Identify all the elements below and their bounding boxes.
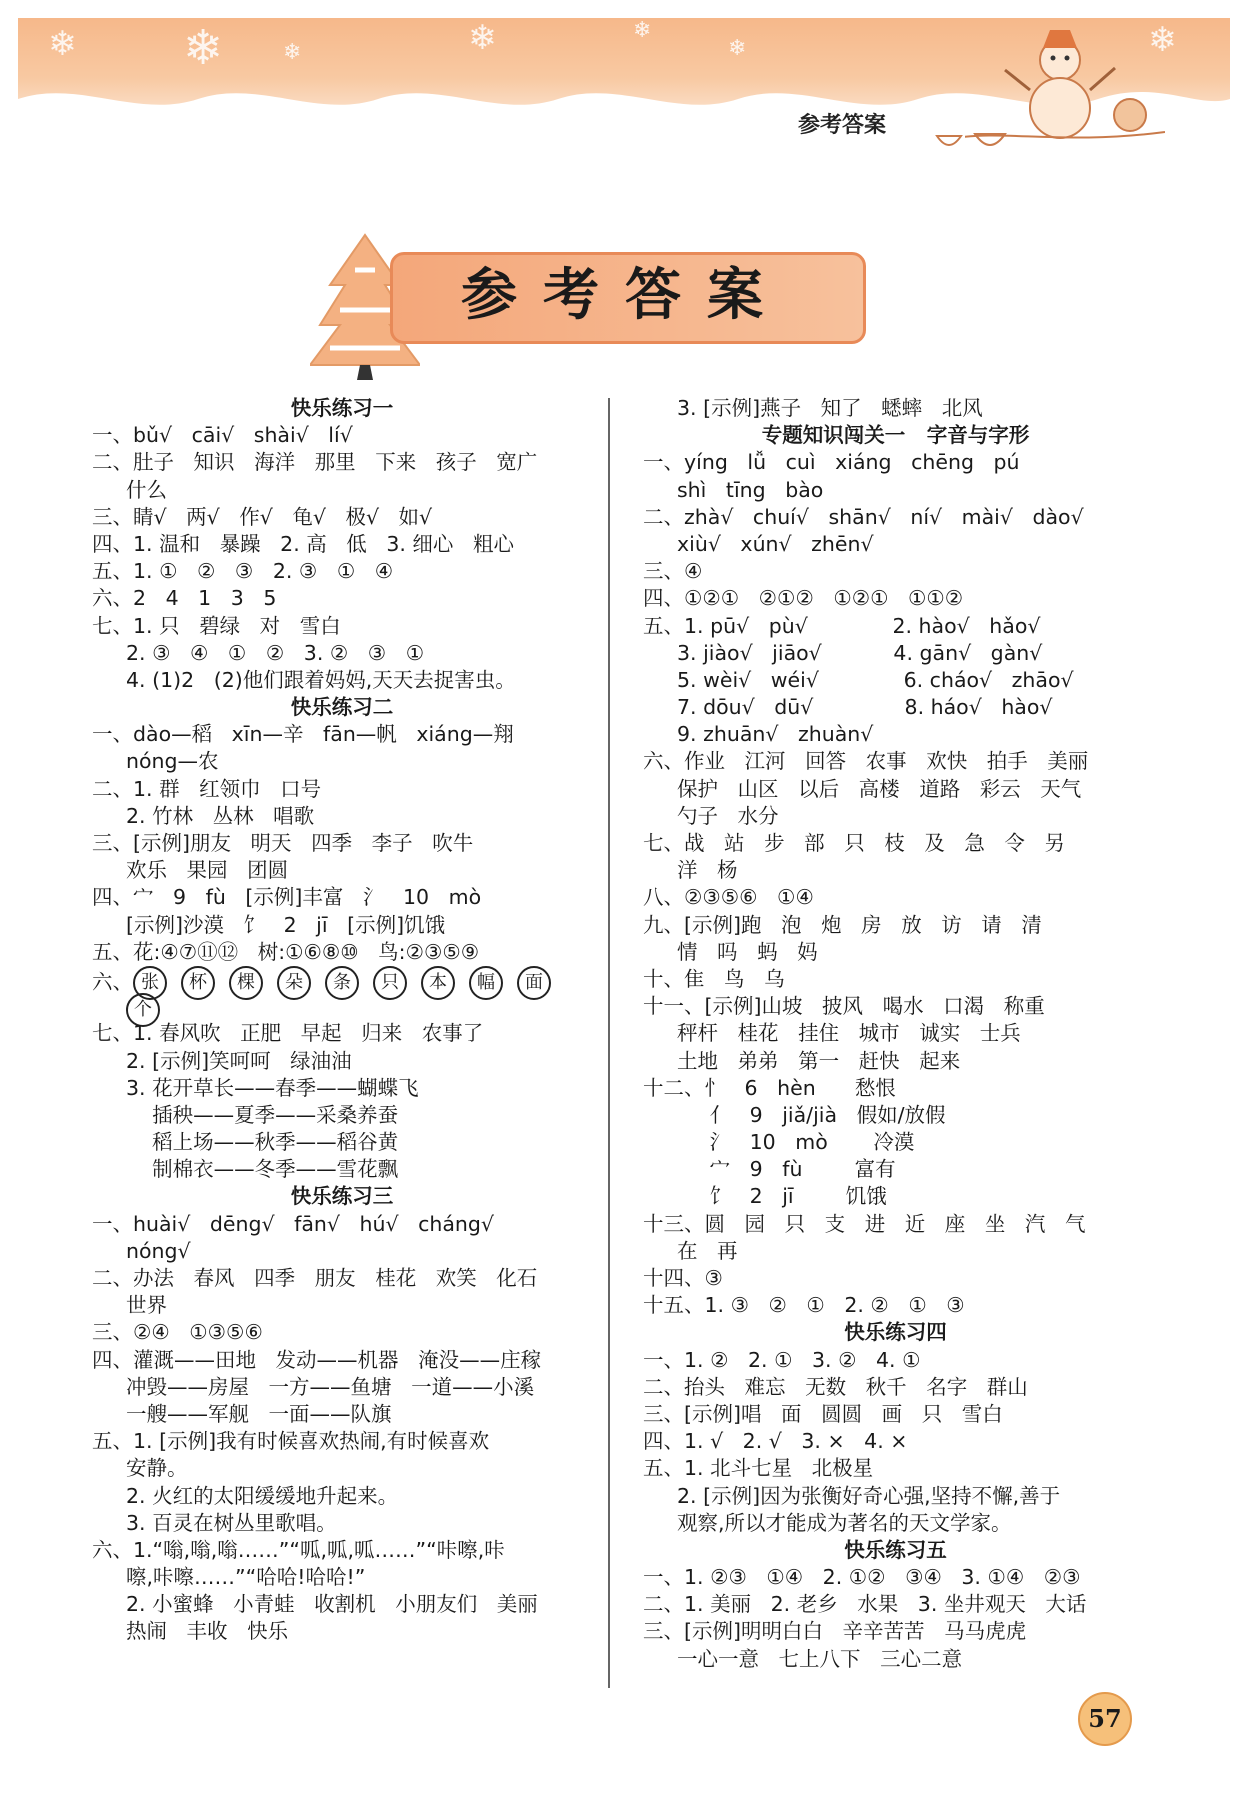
answer-line <box>92 1347 592 1374</box>
answer-line <box>643 1156 1148 1183</box>
answer-line <box>92 1455 592 1482</box>
answer-text: 七、1. 春风吹 正肥 早起 归来 农事了 <box>92 1021 484 1046</box>
section-heading <box>643 1319 1148 1346</box>
answer-line <box>643 1238 1148 1265</box>
circled-character: 棵 <box>229 966 263 1000</box>
circled-character: 条 <box>325 966 359 1000</box>
section-heading <box>92 694 592 721</box>
answer-line <box>92 1156 592 1183</box>
answer-line <box>92 477 592 504</box>
answer-line <box>92 422 592 449</box>
answer-text: shì tīng bào <box>677 477 824 502</box>
answer-line <box>643 1510 1148 1537</box>
answer-text: 一、dào—稻 xīn—辛 fān—帆 xiáng—翔 <box>92 722 514 747</box>
answer-line <box>643 449 1148 476</box>
section-heading <box>92 1183 592 1210</box>
answer-line <box>92 1020 592 1047</box>
answer-text: 四、宀 9 fù [示例]丰富 氵 10 mò <box>92 885 482 910</box>
section-heading <box>643 422 1148 449</box>
answer-text: 十一、[示例]山坡 披风 喝水 口渴 称重 <box>643 994 1045 1019</box>
title-banner <box>310 230 870 360</box>
answer-line <box>92 857 592 884</box>
answer-line <box>643 803 1148 830</box>
answer-line <box>92 667 592 694</box>
answer-line <box>643 1564 1148 1591</box>
answer-text: 十五、1. ③ ② ① 2. ② ① ③ <box>643 1293 965 1318</box>
answer-text: 一艘——军舰 一面——队旗 <box>126 1401 392 1426</box>
answer-text: 安静。 <box>126 1456 188 1481</box>
answer-text: 7. dōu√ dū√ 8. háo√ hào√ <box>677 695 1053 720</box>
answer-text: 勺子 水分 <box>677 803 779 828</box>
answer-line <box>643 776 1148 803</box>
answer-line <box>92 1048 592 1075</box>
answer-line <box>643 912 1148 939</box>
bowls-icon <box>935 128 1015 158</box>
answer-line <box>92 613 592 640</box>
answer-text: 五、1. [示例]我有时候喜欢热闹,有时候喜欢 <box>92 1429 490 1454</box>
answer-text: 什么 <box>126 477 167 502</box>
answer-text: 一、1. ②③ ①④ 2. ①② ③④ 3. ①④ ②③ <box>643 1565 1081 1590</box>
answer-line <box>92 1618 592 1645</box>
answer-text: 快乐练习二 <box>290 695 394 720</box>
answer-text: 三、睛√ 两√ 作√ 龟√ 极√ 如√ <box>92 504 433 529</box>
answer-line <box>643 1211 1148 1238</box>
answer-line <box>643 857 1148 884</box>
answer-text: 插秧——夏季——采桑养蚕 <box>126 1102 399 1127</box>
answer-text: xiù√ xún√ zhēn√ <box>677 531 874 556</box>
answer-line <box>92 1075 592 1102</box>
answer-line <box>643 640 1148 667</box>
answer-text: 六、1.“嗡,嗡,嗡……”“呱,呱,呱……”“咔嚓,咔 <box>92 1537 505 1562</box>
answer-line <box>643 1292 1148 1319</box>
answer-line <box>643 1374 1148 1401</box>
answer-text: 六、作业 江河 回答 农事 欢快 拍手 美丽 <box>643 749 1089 774</box>
answer-text: 五、花:④⑦⑪⑫ 树:①⑥⑧⑩ 鸟:②③⑤⑨ <box>92 939 480 964</box>
answer-line <box>643 558 1148 585</box>
answer-text: 2. ③ ④ ① ② 3. ② ③ ① <box>126 640 425 665</box>
answer-line <box>643 1265 1148 1292</box>
answer-text: 一、bǔ√ cāi√ shài√ lí√ <box>92 423 353 448</box>
page-title: 参考答案 <box>461 262 789 328</box>
answer-line <box>92 640 592 667</box>
answer-line <box>643 748 1148 775</box>
answer-line <box>92 1129 592 1156</box>
answer-text: 二、办法 春风 四季 朋友 桂花 欢笑 化石 <box>92 1266 538 1290</box>
answer-text: 2. [示例]笑呵呵 绿油油 <box>126 1048 352 1073</box>
answer-line <box>643 1646 1148 1673</box>
answer-line <box>643 1618 1148 1645</box>
answer-text: 五、1. pū√ pù√ 2. hào√ hǎo√ <box>643 613 1041 638</box>
answer-line <box>643 1483 1148 1510</box>
answer-line <box>92 1537 592 1564</box>
answer-text: 情 吗 蚂 妈 <box>677 939 818 964</box>
answer-text: 一、yíng lǚ cuì xiáng chēng pú <box>643 450 1020 475</box>
answer-text: 四、1. √ 2. √ 3. × 4. × <box>643 1429 908 1454</box>
answer-line <box>92 1319 592 1346</box>
answer-text: 一心一意 七上八下 三心二意 <box>677 1646 963 1671</box>
answer-text: 快乐练习一 <box>290 396 394 420</box>
answer-text: 三、[示例]明明白白 辛辛苦苦 马马虎虎 <box>643 1619 1027 1644</box>
snowflake-icon: ❄ <box>1148 20 1177 60</box>
answer-text: 5. wèi√ wéi√ 6. cháo√ zhāo√ <box>677 667 1074 692</box>
answer-line <box>92 1483 592 1510</box>
answer-line <box>643 1428 1148 1455</box>
answer-text: 洋 杨 <box>677 858 738 883</box>
answer-line <box>92 1211 592 1238</box>
answer-text: 制棉衣——冬季——雪花飘 <box>126 1157 399 1182</box>
answer-line <box>92 884 592 911</box>
answer-line <box>643 504 1148 531</box>
answer-text: 十四、③ <box>643 1266 723 1290</box>
answer-line <box>643 993 1148 1020</box>
answer-text: 快乐练习五 <box>844 1537 947 1562</box>
answer-text: nóng—农 <box>126 749 219 774</box>
answer-text: 观察,所以才能成为著名的天文学家。 <box>677 1510 1012 1535</box>
answer-text: 三、④ <box>643 559 703 584</box>
answer-line <box>643 1048 1148 1075</box>
answer-line <box>92 939 592 966</box>
answer-text: 氵 10 mò 冷漠 <box>677 1130 915 1155</box>
answer-text: 3. jiào√ jiāo√ 4. gān√ gàn√ <box>677 640 1043 665</box>
answer-line <box>643 966 1148 993</box>
answer-line <box>643 477 1148 504</box>
answer-text: 4. (1)2 (2)他们跟着妈妈,天天去捉害虫。 <box>126 667 516 692</box>
snowflake-icon: ❄ <box>728 36 747 61</box>
answer-text: 保护 山区 以后 高楼 道路 彩云 天气 <box>677 776 1082 801</box>
answer-text: 四、灌溉——田地 发动——机器 淹没——庄稼 <box>92 1347 542 1372</box>
left-column <box>92 395 592 1646</box>
answer-line <box>92 830 592 857</box>
answer-text: 六、 <box>92 969 133 994</box>
answer-text: 宀 9 fù 富有 <box>677 1157 896 1182</box>
answer-line <box>643 667 1148 694</box>
answer-line <box>92 585 592 612</box>
answer-text: 七、战 站 步 部 只 枝 及 急 令 另 <box>643 831 1065 855</box>
answer-text: 二、1. 群 红领巾 口号 <box>92 776 322 801</box>
answer-line <box>92 504 592 531</box>
answer-text: 二、抬头 难忘 无数 秋千 名字 群山 <box>643 1374 1028 1399</box>
answer-text: 2. 小蜜蜂 小青蛙 收割机 小朋友们 美丽 <box>126 1592 538 1617</box>
answer-text: 欢乐 果园 团圆 <box>126 858 289 883</box>
circled-character: 幅 <box>469 966 503 1000</box>
answer-text: 土地 弟弟 第一 赶快 起来 <box>677 1048 961 1073</box>
answer-line <box>92 1428 592 1455</box>
answer-text: 八、②③⑤⑥ ①④ <box>643 885 814 910</box>
answer-line <box>643 1075 1148 1102</box>
answer-line <box>643 613 1148 640</box>
answer-text: 二、zhà√ chuí√ shān√ ní√ mài√ dào√ <box>643 504 1084 529</box>
snowflake-icon: ❄ <box>633 18 652 43</box>
answer-line <box>643 531 1148 558</box>
answer-text: 四、①②① ②①② ①②① ①①② <box>643 586 964 611</box>
answer-text: 3. [示例]燕子 知了 蟋蟀 北风 <box>677 396 983 420</box>
answer-line <box>92 776 592 803</box>
answer-line <box>643 1455 1148 1482</box>
answer-line <box>92 531 592 558</box>
answer-text: 一、1. ② 2. ① 3. ② 4. ① <box>643 1347 921 1372</box>
answer-text: [示例]沙漠 饣 2 jī [示例]饥饿 <box>126 912 446 937</box>
answer-line <box>92 1374 592 1401</box>
answer-text: 2. 竹林 丛林 唱歌 <box>126 803 315 828</box>
answer-line <box>92 748 592 775</box>
answer-text: 稻上场——秋季——稻谷黄 <box>126 1130 399 1155</box>
answer-text: 3. 百灵在树丛里歌唱。 <box>126 1510 337 1535</box>
answer-line <box>643 1183 1148 1210</box>
answer-line <box>92 558 592 585</box>
header-label: 参考答案 <box>798 113 887 138</box>
answer-line <box>643 585 1148 612</box>
answer-text: 冲毁——房屋 一方——鱼塘 一道——小溪 <box>126 1374 535 1399</box>
answer-line <box>643 1129 1148 1156</box>
circled-character: 张 <box>133 966 167 1000</box>
snowflake-icon: ❄ <box>48 24 77 64</box>
answer-text: 九、[示例]跑 泡 炮 房 放 访 请 清 <box>643 912 1042 937</box>
answer-line <box>643 884 1148 911</box>
answer-line <box>643 1020 1148 1047</box>
answer-line <box>92 912 592 939</box>
answer-text: 热闹 丰收 快乐 <box>126 1619 289 1644</box>
circled-character: 朵 <box>277 966 311 1000</box>
answer-line <box>92 1238 592 1265</box>
answer-text: 2. 火红的太阳缓缓地升起来。 <box>126 1483 399 1508</box>
answer-line <box>643 1347 1148 1374</box>
section-heading <box>92 395 592 422</box>
section-heading <box>643 1537 1148 1564</box>
answer-line <box>92 721 592 748</box>
answer-line <box>92 1265 592 1292</box>
snowflake-icon: ❄ <box>283 40 302 65</box>
circled-character: 杯 <box>181 966 215 1000</box>
circled-character: 面 <box>517 966 551 1000</box>
answer-text: 三、[示例]朋友 明天 四季 李子 吹牛 <box>92 831 474 855</box>
answer-text: 四、1. 温和 暴躁 2. 高 低 3. 细心 粗心 <box>92 531 514 556</box>
answer-text: 嚓,咔嚓……”“哈哈!哈哈!” <box>126 1565 366 1590</box>
answer-text: nóng√ <box>126 1238 191 1263</box>
answer-text: 饣 2 jī 饥饿 <box>677 1184 887 1209</box>
column-divider <box>608 398 610 1688</box>
answer-text: 亻 9 jiǎ/jià 假如/放假 <box>677 1102 946 1127</box>
answer-text: 快乐练习三 <box>290 1184 394 1209</box>
answer-line <box>643 939 1148 966</box>
answer-line <box>92 803 592 830</box>
answer-line <box>92 1591 592 1618</box>
answer-text: 五、1. ① ② ③ 2. ③ ① ④ <box>92 559 394 584</box>
circled-character: 只 <box>373 966 407 1000</box>
answer-text: 七、1. 只 碧绿 对 雪白 <box>92 613 341 638</box>
answer-line <box>643 1591 1148 1618</box>
answer-line <box>92 1102 592 1129</box>
answer-text: 快乐练习四 <box>844 1320 947 1345</box>
answer-text: 二、1. 美丽 2. 老乡 水果 3. 坐井观天 大话 <box>643 1592 1087 1617</box>
answer-line <box>92 966 592 993</box>
answer-line <box>92 1292 592 1319</box>
answer-line <box>92 1401 592 1428</box>
circled-character: 本 <box>421 966 455 1000</box>
answer-text: 3. 花开草长——春季——蝴蝶飞 <box>126 1075 419 1100</box>
answer-text: 2. [示例]因为张衡好奇心强,坚持不懈,善于 <box>677 1483 1061 1508</box>
answer-line <box>643 694 1148 721</box>
answer-text: 十、隹 鸟 乌 <box>643 966 785 991</box>
answer-text: 在 再 <box>677 1238 738 1263</box>
answer-text: 六、2 4 1 3 5 <box>92 586 277 611</box>
snowflake-icon: ❄ <box>183 20 224 76</box>
answer-line <box>643 395 1148 422</box>
answer-line <box>643 1401 1148 1428</box>
answer-line <box>643 1102 1148 1129</box>
answer-text: 十三、圆 园 只 支 进 近 座 坐 汽 气 <box>643 1211 1086 1236</box>
answer-text: 三、[示例]唱 面 圆圆 画 只 雪白 <box>643 1401 1003 1426</box>
answer-line <box>643 721 1148 748</box>
answer-line <box>643 830 1148 857</box>
answer-text: 二、肚子 知识 海洋 那里 下来 孩子 宽广 <box>92 450 538 475</box>
answer-text: 9. zhuān√ zhuàn√ <box>677 722 874 747</box>
page-number: 57 <box>1078 1692 1132 1746</box>
circled-character: 个 <box>126 993 160 1027</box>
answer-text: 五、1. 北斗七星 北极星 <box>643 1456 874 1481</box>
answer-text: 世界 <box>126 1293 167 1318</box>
answer-text: 三、②④ ①③⑤⑥ <box>92 1320 263 1345</box>
right-column <box>643 395 1148 1673</box>
answer-text: 十二、忄 6 hèn 愁恨 <box>643 1075 896 1100</box>
answer-text: 一、huài√ dēng√ fān√ hú√ cháng√ <box>92 1211 494 1236</box>
answer-line <box>92 1510 592 1537</box>
snowflake-icon: ❄ <box>468 18 497 58</box>
answer-text: 专题知识闯关一 字音与字形 <box>761 423 1030 448</box>
answer-text: 秤杆 桂花 挂住 城市 诚实 士兵 <box>677 1021 1021 1046</box>
answer-line <box>92 1564 592 1591</box>
answer-line <box>92 449 592 476</box>
